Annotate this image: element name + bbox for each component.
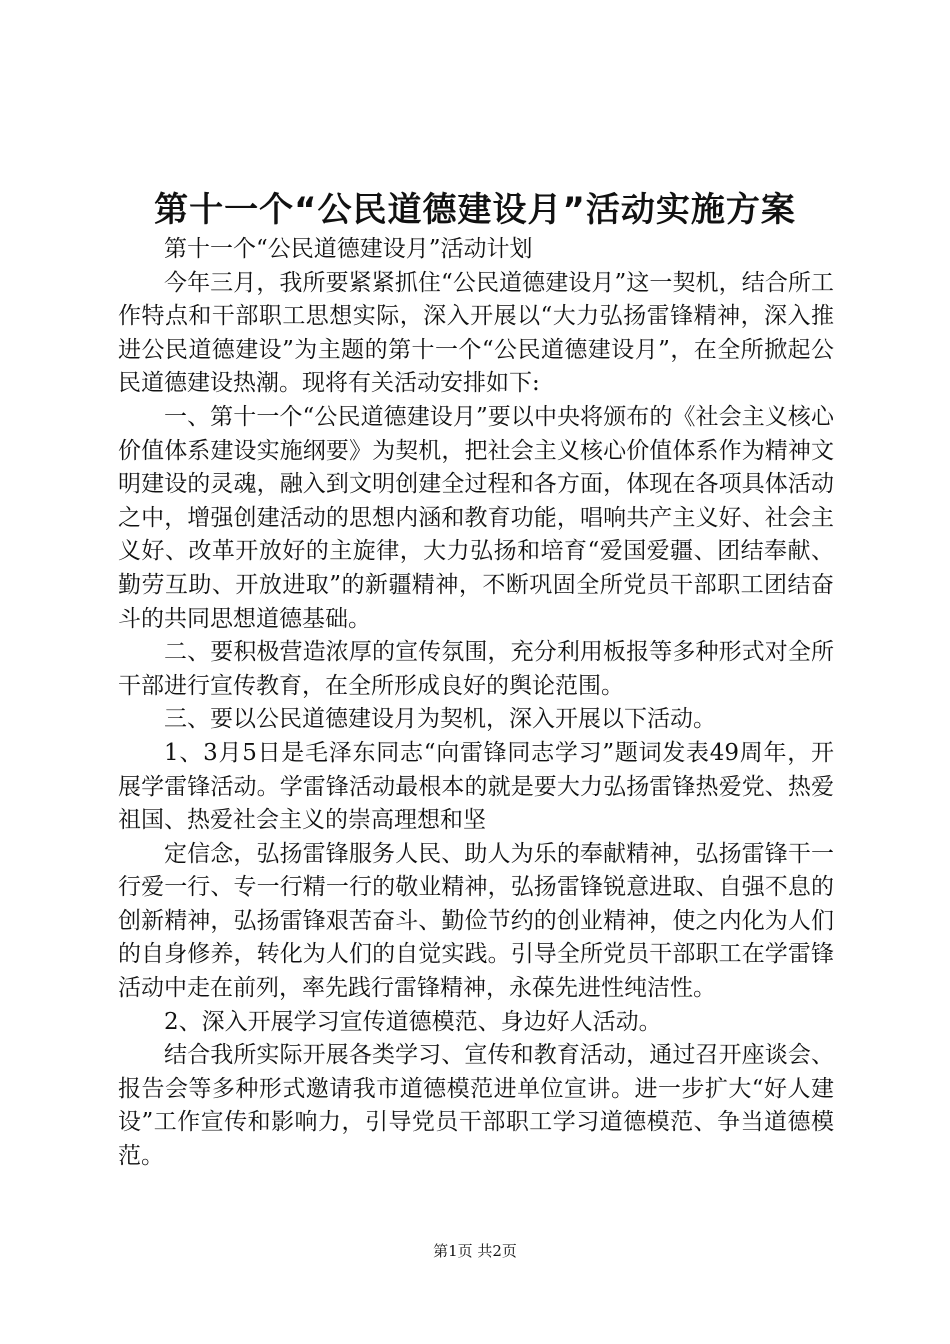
paragraph-intro: 今年三月，我所要紧紧抓住“公民道德建设月”这一契机，结合所工作特点和干部职工思想实际，深入开展以“大力弘扬雷锋精神，深入推进公民道德建设”为主题的第十一个“公民道德建设月”，在全所掀起公民道德建设热潮。现将有关活动安排如下:	[118, 269, 834, 397]
paragraph-section-3: 三、要以公民道德建设月为契机，深入开展以下活动。	[164, 706, 716, 733]
paragraph-item-2-detail: 结合我所实际开展各类学习、宣传和教育活动，通过召开座谈会、报告会等多种形式邀请我市道德模范进单位宣讲。进一步扩大“好人建设”工作宣传和影响力，引导党员干部职工学习道德模范、争当道德模范。	[118, 1042, 834, 1170]
paragraph-section-1: 一、第十一个“公民道德建设月”要以中央将颁布的《社会主义核心价值体系建设实施纲要》为契机，把社会主义核心价值体系作为精神文明建设的灵魂，融入到文明创建全过程和各方面，体现在各项具体活动之中，增强创建活动的思想内涵和教育功能，唱响共产主义好、社会主义好、改革开放好的主旋律，大力弘扬和培育“爱国爱疆、团结奉献、勤劳互助、开放进取”的新疆精神，不断巩固全所党员干部职工团结奋斗的共同思想道德基础。	[118, 403, 834, 632]
paragraph-item-2: 2、深入开展学习宣传道德模范、身边好人活动。	[164, 1008, 662, 1035]
document-body	[118, 233, 834, 1174]
paragraph-item-1-continued: 定信念，弘扬雷锋服务人民、助人为乐的奉献精神，弘扬雷锋干一行爱一行、专一行精一行的敬业精神，弘扬雷锋锐意进取、自强不息的创新精神，弘扬雷锋艰苦奋斗、勤俭节约的创业精神，使之内化为人们的自身修养，转化为人们的自觉实践。引导全所党员干部职工在学雷锋活动中走在前列，率先践行雷锋精神，永葆先进性纯洁性。	[118, 840, 834, 1002]
page-number-footer: 第1页 共2页	[433, 1242, 517, 1260]
paragraph-section-2: 二、要积极营造浓厚的宣传氛围，充分利用板报等多种形式对全所干部进行宣传教育，在全所形成良好的舆论范围。	[118, 639, 834, 699]
paragraph-item-1: 1、3月5日是毛泽东同志“向雷锋同志学习”题词发表49周年，开展学雷锋活动。学雷锋活动最根本的就是要大力弘扬雷锋热爱党、热爱祖国、热爱社会主义的崇高理想和坚	[118, 739, 834, 834]
paragraph-subtitle: 第十一个“公民道德建设月”活动计划	[164, 236, 533, 262]
document-title: 第十一个“公民道德建设月”活动实施方案	[154, 190, 796, 230]
